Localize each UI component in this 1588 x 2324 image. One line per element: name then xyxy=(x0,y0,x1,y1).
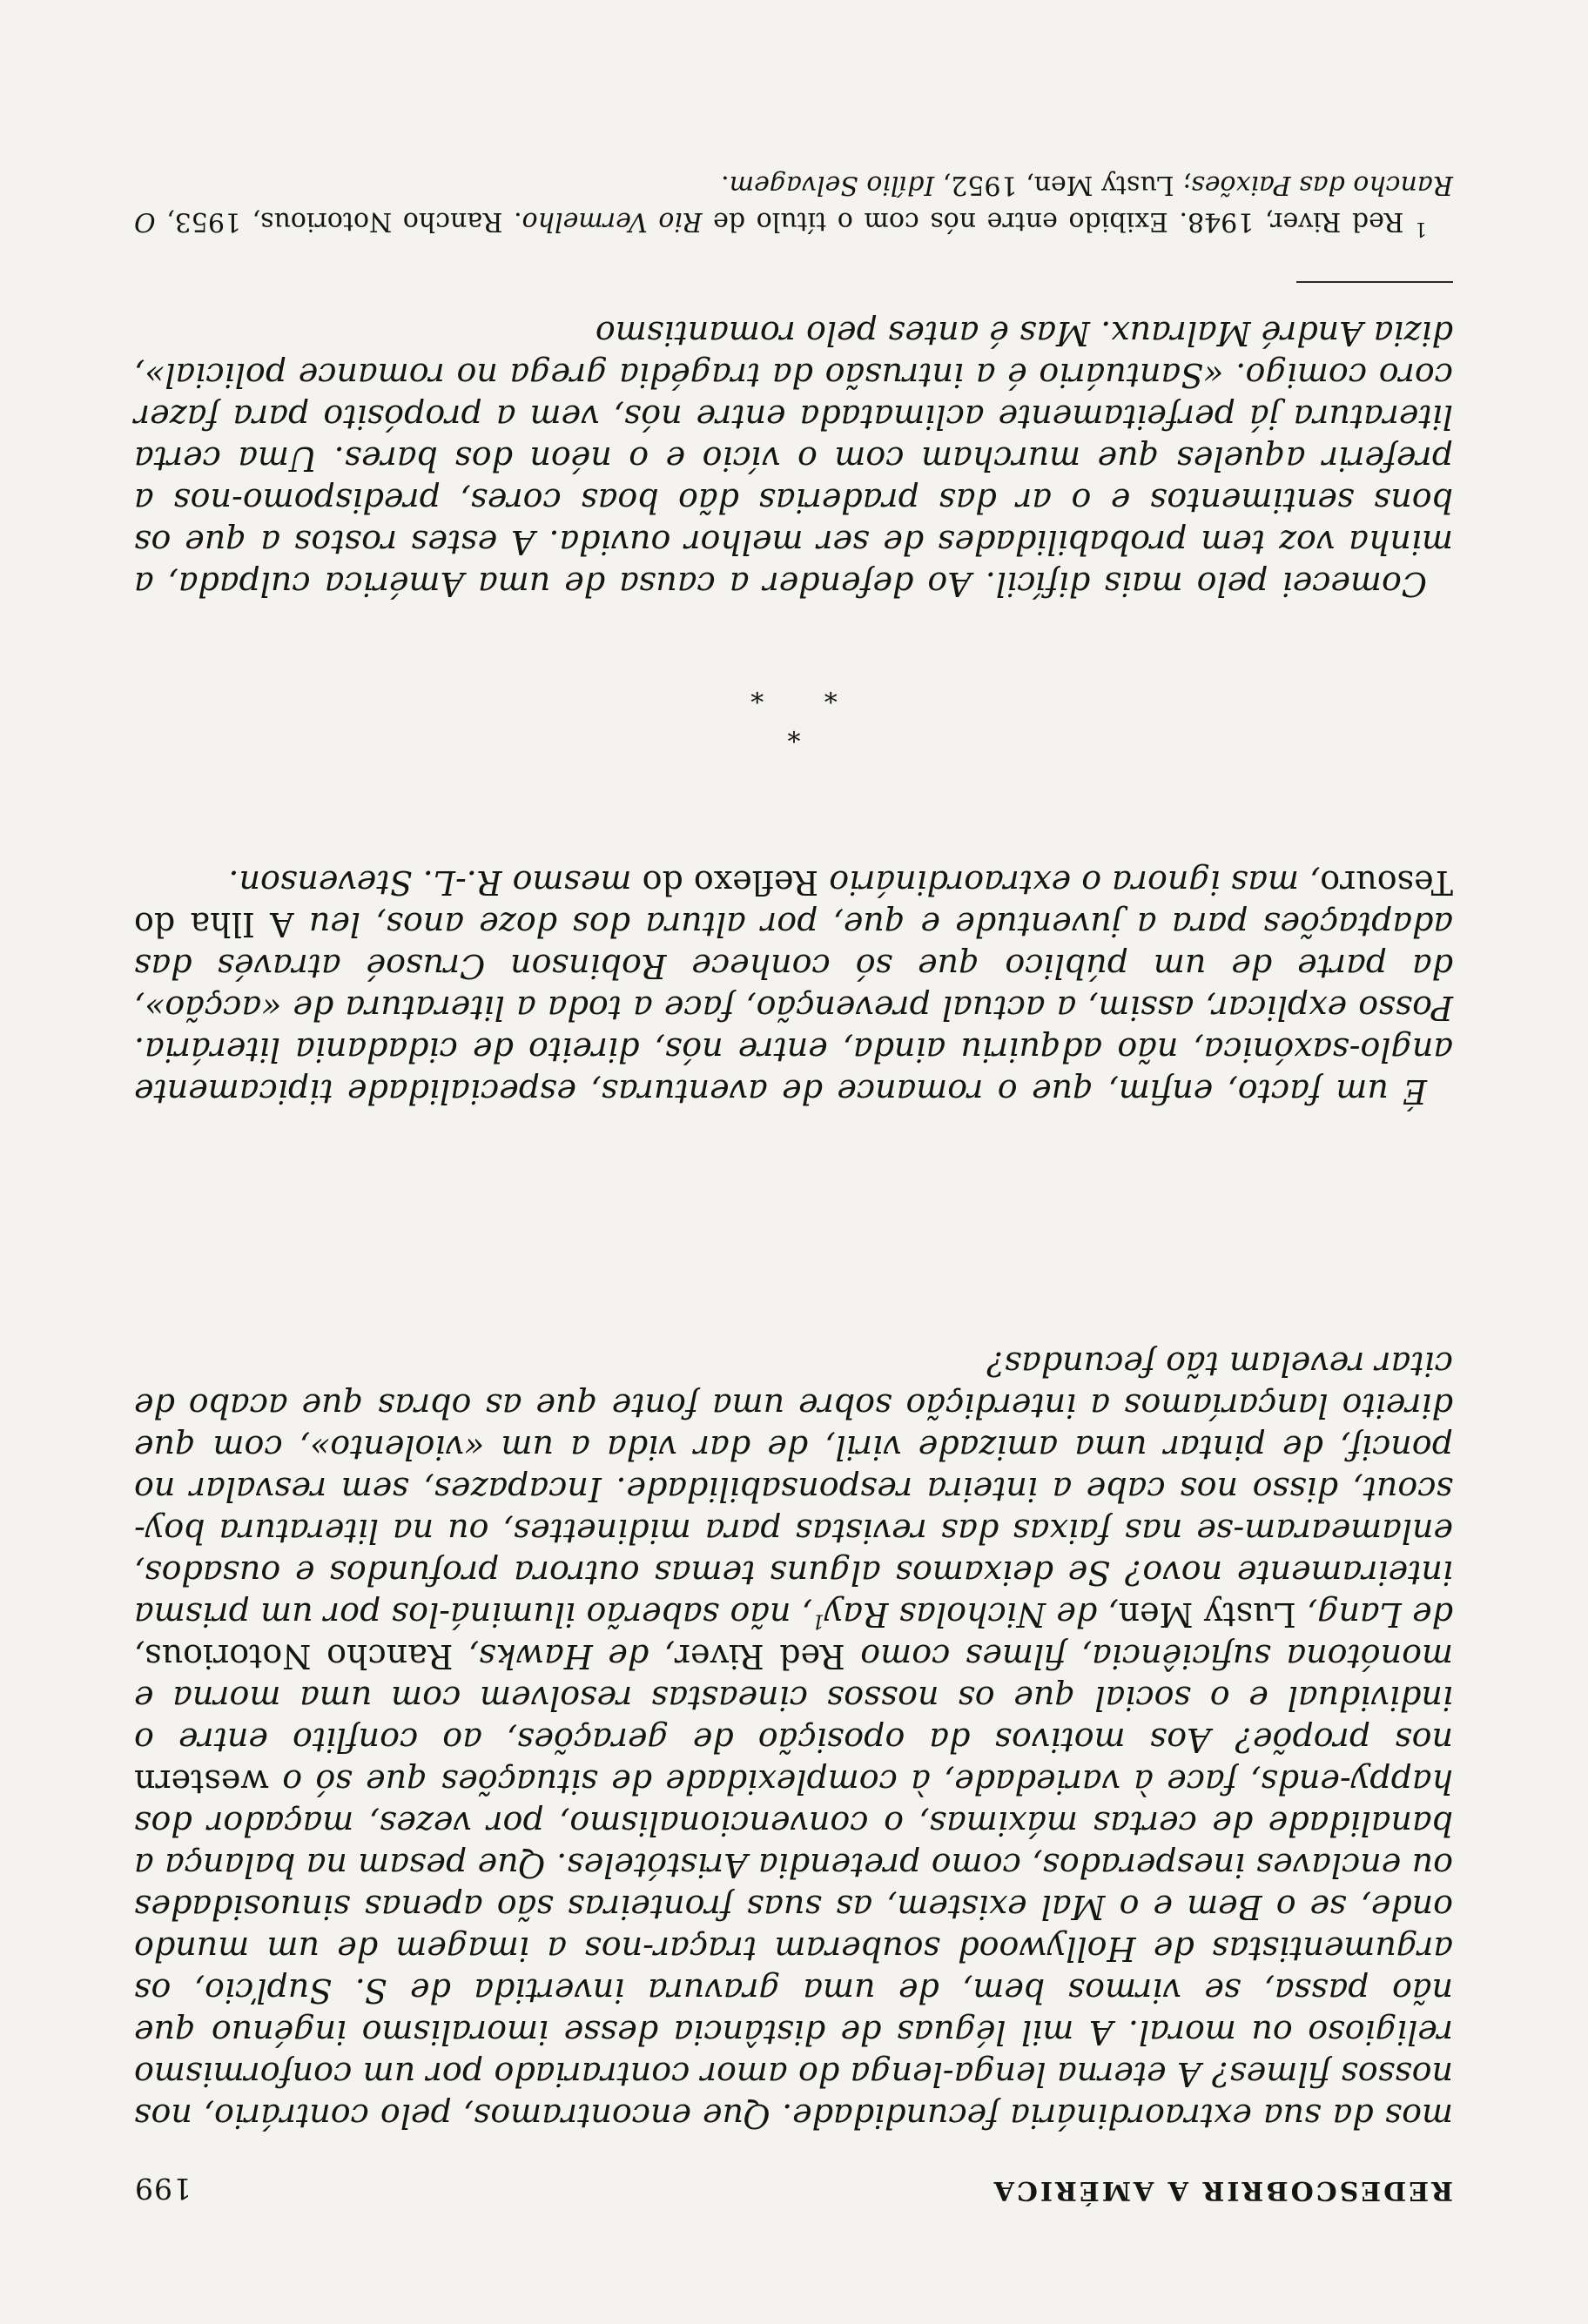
text-run: ; Lusty Men, 1952, xyxy=(934,170,1192,200)
text-run: , de Nicholas Ray xyxy=(824,1595,1119,1634)
footnote xyxy=(134,166,1453,239)
film-title-rancho-notorious: Rancho Notorious xyxy=(145,1637,454,1676)
asterisk: * xyxy=(787,716,801,747)
asterisk: * xyxy=(824,677,838,708)
text-run: , não saberão iluminá-los por um prisma inteiramente novo? Se deixamos alguns temas outrora profundos e ousados, enlamearam-se nas faixas das revistas para midinettes, ou na literatura boy-scout, disso nos cabe a inteira responsabilidade. Incapazes, sem resvalar no poncif, de pintar uma amizade viril, de dar vida a um «violento», com que direito lançaríamos a interdição sobre uma fonte que as obras que acabo de citar revelam tão fecundas? xyxy=(134,1345,1453,1634)
running-title: REDESCOBRIR A AMÉRICA xyxy=(991,2175,1453,2206)
asterisk: * xyxy=(750,677,764,708)
translated-title: Rio Vermelho xyxy=(521,206,703,237)
text-run: . Rancho Notorious, 1953, xyxy=(155,206,522,237)
paragraph-2 xyxy=(134,862,1453,1112)
text-run: , de Hawks, xyxy=(453,1637,675,1676)
text-run: , de Lang, xyxy=(134,1595,1453,1676)
translated-title: Idílio Selvagem xyxy=(729,170,935,200)
text-run: Red River, 1948. Exibido entre nós com o título de xyxy=(702,206,1415,237)
translated-title: O Rancho das Paixões xyxy=(134,170,1453,237)
book-title-ilha-do-tesouro: A Ilha do Tesouro xyxy=(134,863,1453,944)
footnote-reference: 1 xyxy=(811,1609,824,1632)
text-run: mos da sua extraordinária fecundidade. Que encontramos, pelo contrário, nos nossos filmes? A eterna lenga-lenga do amor contrariado por um conformismo religioso ou moral. A mil léguas de distância desse imoralismo ingénuo que não passa, se virmos bem, de uma gravura invertida de S. Supľcio, os argumentistas de Hollywood souberam traçar-nos a imagem de um mundo onde, se o Bem e o Mal existem, as suas fronteiras são apenas sinuosidades ou enclaves inesperados, como pretendia Aristóteles. Que pesam na balança a banalidade de certas máximas, o convencionalismo, por vezes, maçador dos happy-ends, face à variedade, à complexidade de situações que só o xyxy=(134,1763,1453,2135)
page-number: 199 xyxy=(134,2172,192,2206)
film-title-red-river: Red River xyxy=(674,1637,845,1676)
paragraph-continued xyxy=(134,1343,1453,2137)
text-run: É um facto, enfim, que o romance de aventuras, especialidade tipicamente anglo-saxónica, não adquiriu ainda, entre nós, direito de cidadania literária. Posso explicar, assim, a actual prevenção, face a toda a literatura de «acção», da parte de um público que só conhece Robinson Crusoé através das adaptações para a juventude e que, por altura dos doze anos, leu xyxy=(134,905,1453,1111)
text-run: , mas ignora o extraordinário xyxy=(818,863,1321,902)
section-separator-top xyxy=(0,716,1588,747)
paragraph-1 xyxy=(134,1343,1453,2137)
term-western: western xyxy=(134,1763,269,1801)
book-title-reflexo: Reflexo do xyxy=(642,863,819,902)
text-run: . xyxy=(721,170,730,200)
paragraph-block xyxy=(134,862,1453,1112)
footnote-rule xyxy=(1296,281,1453,283)
page-header xyxy=(134,2171,1453,2206)
footnote-text xyxy=(134,166,1453,239)
footnote-marker: 1 xyxy=(1415,218,1427,239)
paragraph-3: Comecei pelo mais difícil. Ao defender a causa de uma América culpada, a minha voz tem probabilidades de ser melhor ouvida. A estes rostos a que os bons sentimentos e o ar das praderias dão boas cores, predispomo-nos a preferir aqueles que murcham com o vício e o néon dos bares. Uma certa literatura já perfeitamente aclimatada entre nós, vem a propósito para fazer coro comigo. «Santuário é a intrusão da tragédia grega no romance policial», dizia André Malraux. Mas é antes pelo romantismo xyxy=(134,314,1453,603)
film-title-lusty-men: Lusty Men xyxy=(1118,1595,1296,1634)
text-run: mesmo R.-L. Stevenson. xyxy=(228,863,643,902)
paragraph-block xyxy=(134,312,1453,605)
text-run: nos propõe? Aos motivos da oposição de gerações, ao conflito entre o individual e o social que os nossos cineastas resolvem com uma morna e monótona suficiência, filmes como xyxy=(134,1637,1453,1759)
section-separator-bottom xyxy=(0,677,1588,708)
